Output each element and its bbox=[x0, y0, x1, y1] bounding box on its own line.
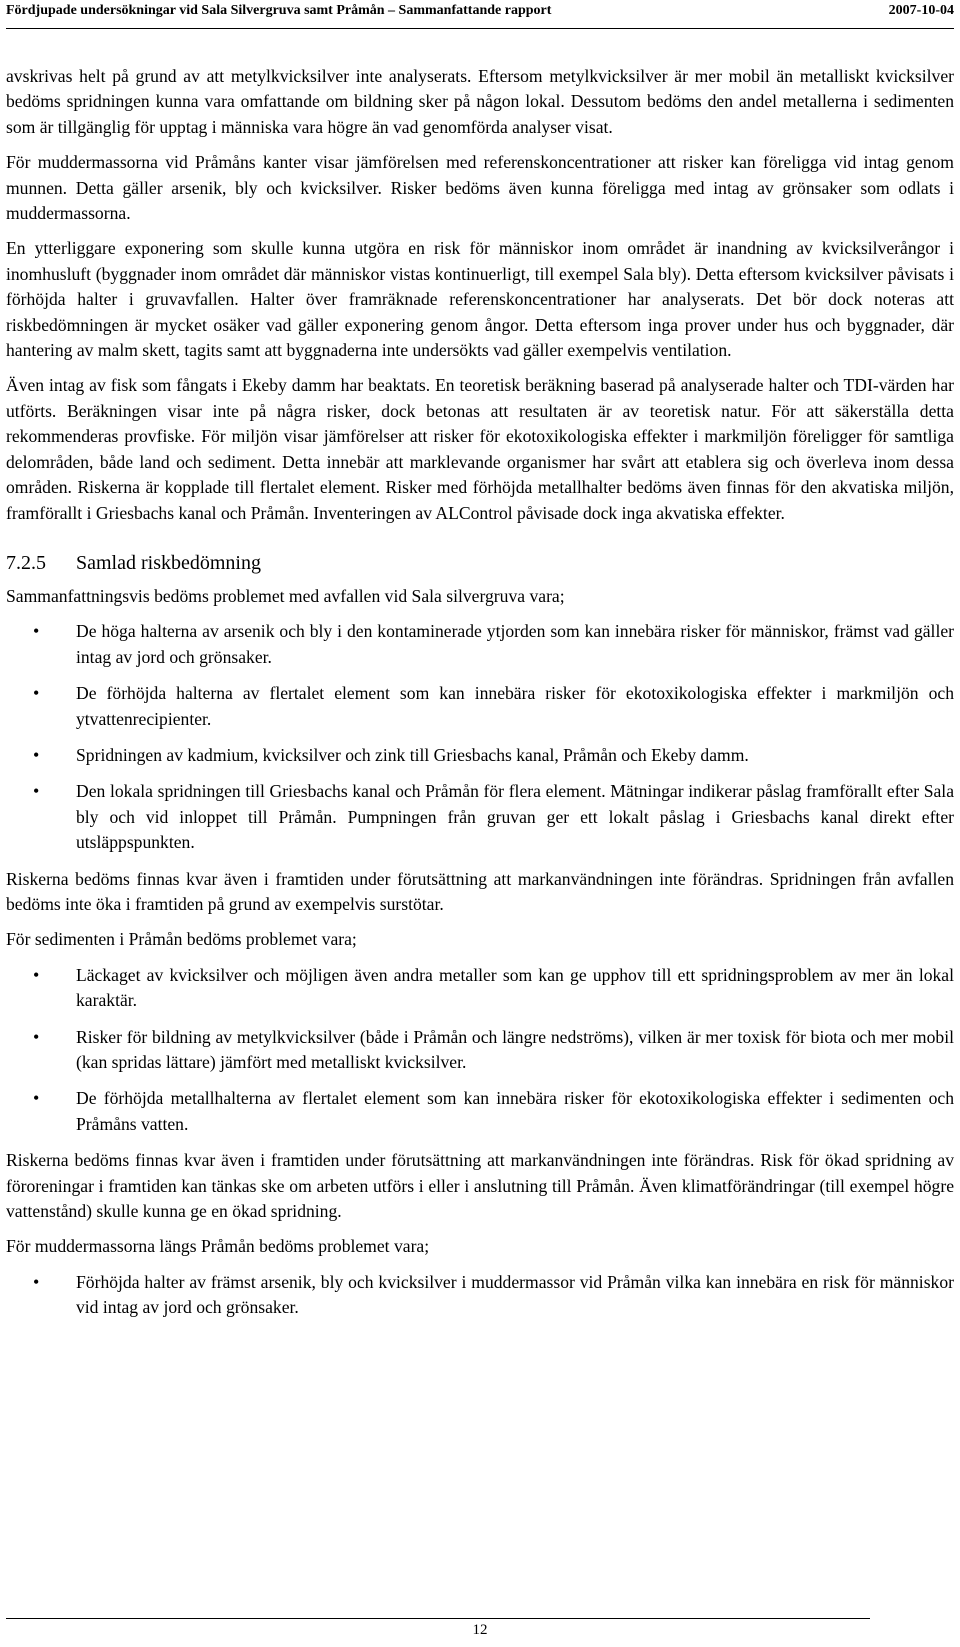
bullet-list bbox=[6, 963, 954, 1137]
list-item: • Läckaget av kvicksilver och möjligen även andra metaller som kan ge upphov till ett spridningsproblem av mer än lokal karaktär. bbox=[33, 964, 954, 1011]
paragraph: En ytterliggare exponering som skulle kunna utgöra en risk för människor inom området är inandning av kvicksilverångor i inomhusluft (byggnader inom området där människor vistas kontinuerligt, till exempel Sala bly). Detta eftersom kvicksilver påvisats i förhöjda halter i gruvavfallen. Halter över framräknade referenskoncentrationer har analyserats. Det bör dock noteras att riskbedömningen är mycket osäker vad gäller exponering genom ångor. Detta eftersom inga prover under hus och byggnader, där hantering av malm skett, tagits samt att byggnaderna inte undersökts vad gäller exempelvis ventilation. bbox=[6, 238, 954, 361]
list-item: • Förhöjda halter av främst arsenik, bly och kvicksilver i muddermassor vid Pråmån vilka kan innebära en risk för människor vid intag av jord och grönsaker. bbox=[33, 1271, 954, 1318]
list-item: • Risker för bildning av metylkvicksilver (både i Pråmån och längre nedströms), vilken är mer toxisk för biota och mer mobil (kan spridas lättare) jämfört med metalliskt kvicksilver. bbox=[33, 1026, 954, 1072]
bullet-icon: • bbox=[33, 744, 40, 765]
paragraph: För muddermassorna längs Pråmån bedöms problemet vara; bbox=[6, 1236, 430, 1257]
paragraph: Även intag av fisk som fångats i Ekeby damm har beaktats. En teoretisk beräkning baserad på analyserade halter och TDI-värden har utförts. Beräkningen visar inte på några risker, dock betonas att resultaten är av teoretisk natur. För att säkerställa detta rekommenderas provfiske. För miljön visar jämförelser att risker för ekotoxikologiska effekter i markmiljön föreligger för samtliga delområden, både land och sediment. Detta innebär att marklevande organismer har svårt att etablera sig och överleva inom dessa områden. Riskerna är kopplade till flertalet element. Risker med förhöjda metallhalter bedöms även finnas för den akvatiska miljön, framförallt i Griesbachs kanal och Pråmån. Inventeringen av ALControl påvisade dock inga akvatiska effekter. bbox=[6, 375, 954, 523]
list-item: • De höga halterna av arsenik och bly i den kontaminerade ytjorden som kan innebära risker för människor, främst vad gäller intag av jord och grönsaker. bbox=[33, 621, 954, 667]
header-divider bbox=[6, 28, 954, 29]
bullet-icon: • bbox=[33, 781, 40, 802]
bullet-icon: • bbox=[33, 1271, 40, 1292]
paragraph: Riskerna bedöms finnas kvar även i framtiden under förutsättning att markanvändningen inte förändras. Spridningen från avfallen bedöms inte öka i framtiden på grund av exempelvis surstötar. bbox=[6, 868, 954, 914]
bullet-icon: • bbox=[33, 1026, 40, 1047]
section-number: 7.2.5 bbox=[6, 551, 46, 574]
list-item: • Spridningen av kadmium, kvicksilver och zink till Griesbachs kanal, Pråmån och Ekeby damm. bbox=[6, 743, 954, 768]
footer-divider bbox=[6, 1618, 870, 1619]
list-item: • De förhöjda metallhalterna av flertalet element som kan innebära risker för ekotoxikologiska effekter i sedimenten och Pråmåns vatten. bbox=[33, 1088, 954, 1134]
bullet-list bbox=[6, 619, 954, 855]
bullet-icon: • bbox=[33, 683, 40, 704]
section-title: Samlad riskbedömning bbox=[76, 551, 261, 574]
paragraph: För muddermassorna vid Pråmåns kanter visar jämförelsen med referenskoncentrationer att risker kan föreligga vid intag genom munnen. Detta gäller arsenik, bly och kvicksilver. Risker bedöms även kunna föreligga med intag av grönsaker som odlats i muddermassorna. bbox=[6, 152, 954, 224]
list-item: • De förhöjda halterna av flertalet element som kan innebära risker för ekotoxikologiska effekter i markmiljön och ytvattenrecipienter. bbox=[33, 683, 954, 729]
bullet-list bbox=[6, 1270, 954, 1321]
paragraph: Sammanfattningsvis bedöms problemet med avfallen vid Sala silvergruva vara; bbox=[6, 585, 565, 606]
paragraph: Riskerna bedöms finnas kvar även i framtiden under förutsättning att markanvändningen inte förändras. Risk för ökad spridning av föroreningar i framtiden kan tänkas ske om arbeten utförs i eller i anslutning till Pråmån. Även klimatförändringar (till exempel högre vattenstånd) skulle kunna ge en ökad spridning. bbox=[6, 1150, 954, 1222]
page-number: 12 bbox=[472, 1622, 488, 1638]
paragraph: För sedimenten i Pråmån bedöms problemet vara; bbox=[6, 929, 357, 950]
paragraph: avskrivas helt på grund av att metylkvicksilver inte analyserats. Eftersom metylkvicksilver är mer mobil än metalliskt kvicksilver bedöms spridningen kunna vara omfattande om bildning sker på någon lokal. Dessutom bedöms den andel metallerna i sedimenten som är tillgänglig för upptag i människa vara högre än vad genomförda analyser visat. bbox=[6, 66, 954, 137]
section-heading bbox=[6, 550, 954, 576]
header-date: 2007-10-04 bbox=[888, 3, 954, 18]
bullet-icon: • bbox=[33, 964, 40, 985]
page-header bbox=[6, 0, 954, 22]
list-item: • Den lokala spridningen till Griesbachs kanal och Pråmån för flera element. Mätningar indikerar påslag framförallt efter Sala bly och vid inloppet till Pråmån. Pumpningen från gruvan ger ett lokalt påslag i Griesbachs kanal direkt efter utsläppspunkten. bbox=[33, 781, 954, 853]
bullet-icon: • bbox=[33, 621, 40, 642]
document-body bbox=[6, 64, 954, 1332]
header-title: Fördjupade undersökningar vid Sala Silvergruva samt Pråmån – Sammanfattande rapport bbox=[6, 3, 552, 18]
bullet-icon: • bbox=[33, 1088, 40, 1109]
